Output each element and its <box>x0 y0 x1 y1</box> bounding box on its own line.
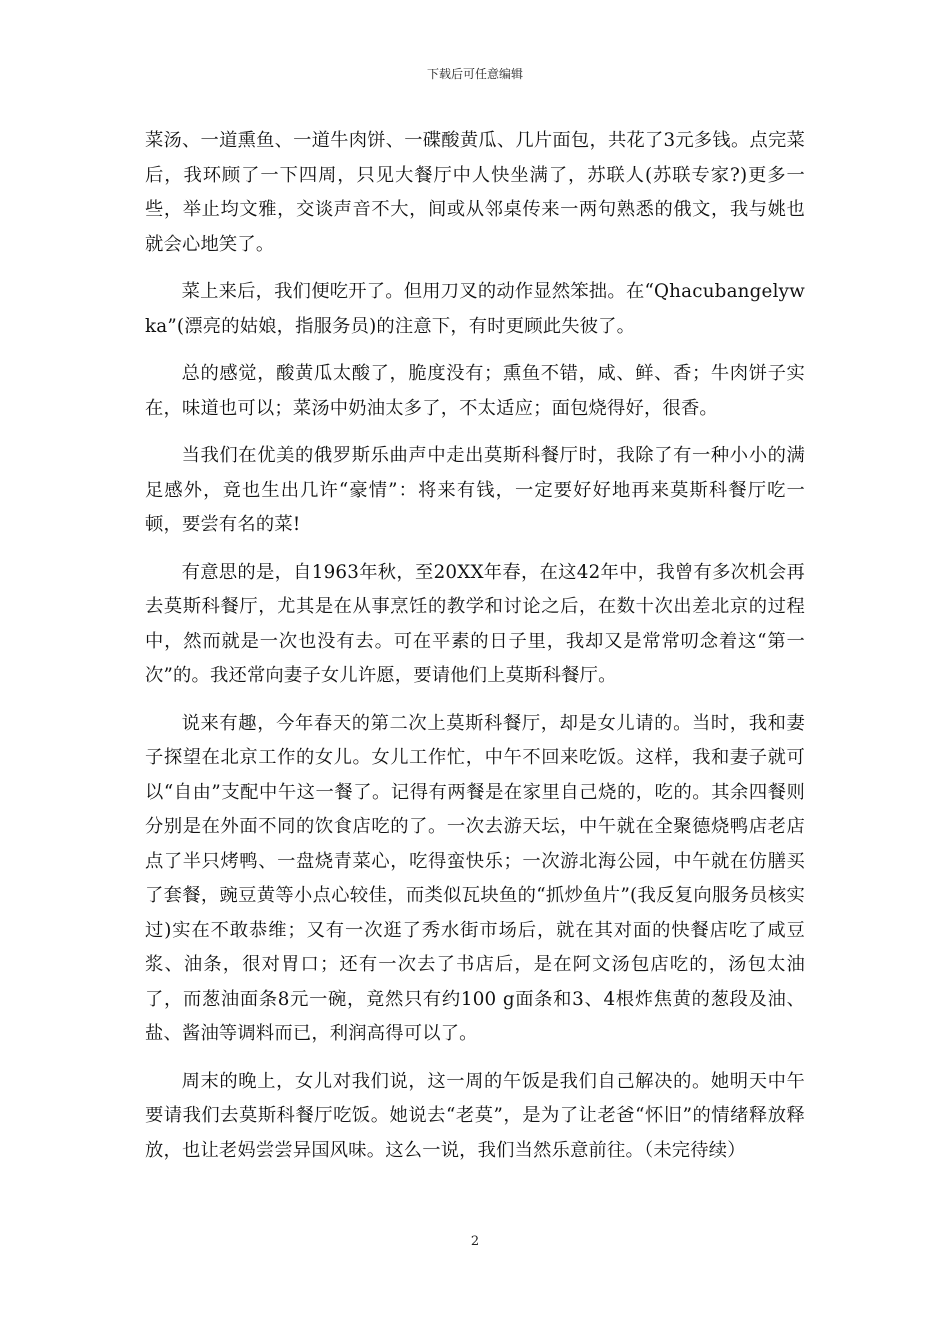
paragraph-1: 菜汤、一道熏鱼、一道牛肉饼、一碟酸黄瓜、几片面包，共花了3元多钱。点完菜后，我环顾了一下四周，只见大餐厅中人快坐满了，苏联人(苏联专家?)更多一些，举止均文雅，交谈声音不大，间或从邻桌传来一两句熟悉的俄文，我与姚也就会心地笑了。 <box>145 130 805 255</box>
paragraph-5: 有意思的是，自1963年秋，至20XX年春，在这42年中，我曾有多次机会再去莫斯科餐厅，尤其是在从事烹饪的教学和讨论之后，在数十次出差北京的过程中，然而就是一次也没有去。可在平素的日子里，我却又是常常叨念着这“第一次”的。我还常向妻子女儿许愿，要请他们上莫斯科餐厅。 <box>145 561 805 686</box>
paragraph-2: 菜上来后，我们便吃开了。但用刀叉的动作显然笨拙。在“Qhacubangelywka”(漂亮的姑娘，指服务员)的注意下，有时更顾此失彼了。 <box>145 281 805 337</box>
page-header: 下载后可任意编辑 <box>426 67 523 81</box>
page-number: 2 <box>470 1234 480 1249</box>
article-body <box>145 124 805 1181</box>
paragraph-6: 说来有趣，今年春天的第二次上莫斯科餐厅，却是女儿请的。当时，我和妻子探望在北京工作的女儿。女儿工作忙，中午不回来吃饭。这样，我和妻子就可以“自由”支配中午这一餐了。记得有两餐是在家里自己烧的，吃的。其余四餐则分别是在外面不同的饮食店吃的了。一次去游天坛，中午就在全聚德烧鸭店老店点了半只烤鸭、一盘烧青菜心，吃得蛮快乐；一次游北海公园，中午就在仿膳买了套餐，豌豆黄等小点心较佳，而类似瓦块鱼的“抓炒鱼片”(我反复向服务员核实过)实在不敢恭维；又有一次逛了秀水街市场后，就在其对面的快餐店吃了咸豆浆、油条，很对胃口；还有一次去了书店后，是在阿文汤包店吃的，汤包太油了，而葱油面条8元一碗，竟然只有约100 g面条和3、4根炸焦黄的葱段及油、盐、酱油等调料而已，利润高得可以了。 <box>145 712 805 1044</box>
paragraph-7: 周末的晚上，女儿对我们说，这一周的午饭是我们自己解决的。她明天中午要请我们去莫斯科餐厅吃饭。她说去“老莫”，是为了让老爸“怀旧”的情绪释放释放，也让老妈尝尝异国风味。这么一说，我们当然乐意前往。（未完待续） <box>145 1070 805 1161</box>
paragraph-4: 当我们在优美的俄罗斯乐曲声中走出莫斯科餐厅时，我除了有一种小小的满足感外，竟也生出几许“豪情”：将来有钱，一定要好好地再来莫斯科餐厅吃一顿，要尝有名的菜! <box>145 445 805 535</box>
paragraph-3: 总的感觉，酸黄瓜太酸了，脆度没有；熏鱼不错，咸、鲜、香；牛肉饼子实在，味道也可以；菜汤中奶油太多了，不太适应；面包烧得好，很香。 <box>145 363 805 419</box>
